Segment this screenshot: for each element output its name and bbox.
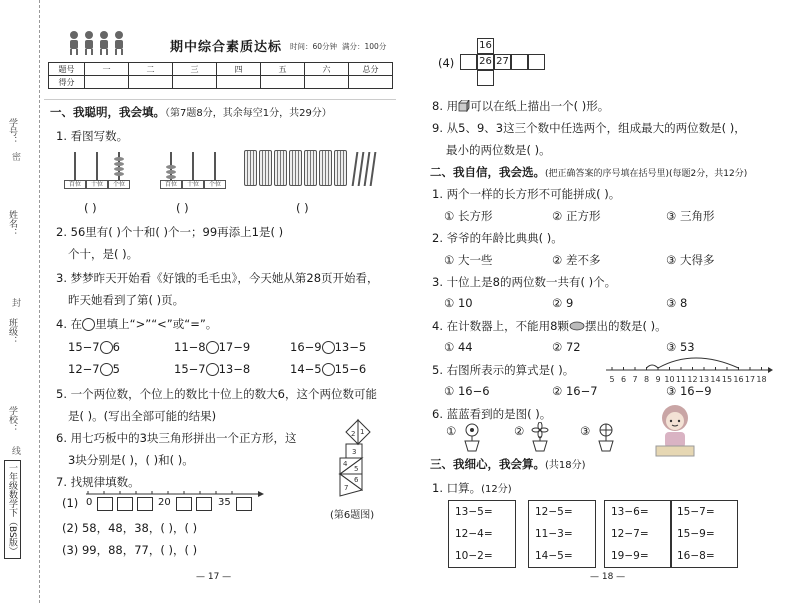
- question-1: 1. 看图写数。: [56, 129, 129, 143]
- question-8: [432, 98, 609, 114]
- choice-question-3: 3. 十位上是8的两位数一共有( )个。: [432, 275, 617, 289]
- choice-option[interactable]: ③ 三角形: [666, 209, 715, 223]
- score-table-header-row: [49, 63, 393, 76]
- girl-illustration: [652, 402, 698, 458]
- answer-box[interactable]: [176, 497, 192, 511]
- section-1-heading: [50, 104, 332, 120]
- question-2-line-2: 个十，是( )。: [68, 247, 139, 261]
- choice-option[interactable]: ③ 16−9: [666, 384, 712, 398]
- tangram-piece-number: 4: [343, 460, 348, 468]
- tick-label: 13: [698, 375, 710, 384]
- question-text: 1. 口算。: [432, 481, 482, 495]
- tick-label: 7: [632, 375, 638, 384]
- compare-circle[interactable]: [322, 341, 335, 354]
- compare-circle[interactable]: [100, 341, 113, 354]
- calc-item[interactable]: 19−9=: [611, 550, 649, 562]
- compare-item: 14−5 15−6: [290, 362, 367, 376]
- calc-item[interactable]: 11−3=: [535, 528, 573, 540]
- choice-question-5: 5. 右图所表示的算式是( )。: [432, 363, 575, 377]
- score-input-cell[interactable]: [85, 76, 129, 89]
- binding-seal-mark: 封: [12, 299, 22, 309]
- abacus-figure-1: [64, 150, 134, 190]
- question-text: 8. 用: [432, 99, 459, 113]
- tick-label: 6: [620, 375, 627, 384]
- question-3-line-1: 3. 梦梦昨天开始看《好饿的毛毛虫》，今天她从第28页开始看，: [56, 271, 379, 285]
- score-table-score-row: [49, 76, 393, 89]
- choice-question-4: [432, 318, 667, 334]
- bead-icon: [569, 321, 585, 331]
- choice-option[interactable]: ① 44: [444, 340, 473, 354]
- school-label: 学校：: [7, 406, 17, 433]
- table-cell: 一: [85, 63, 129, 76]
- question-2-line-1: 2. 56里有( )个十和( )个一；99再添上1是( ): [56, 225, 284, 239]
- question-5-line-2: 是( )。(写出全部可能的结果): [68, 409, 217, 423]
- calc-box: [448, 500, 516, 568]
- answer-box[interactable]: [137, 497, 153, 511]
- binding-gutter: [0, 0, 40, 603]
- right-page: [404, 0, 800, 603]
- answer-box[interactable]: [236, 497, 252, 511]
- tangram-figure: [332, 418, 378, 500]
- question-text: 可以在纸上描出一个( )形。: [470, 99, 610, 113]
- calc-item[interactable]: 14−5=: [535, 550, 573, 562]
- book-label: 一年级数学下（BS版）: [4, 460, 21, 559]
- choice-option[interactable]: ① 长方形: [444, 209, 493, 223]
- question-7: 7. 找规律填数。: [56, 475, 140, 489]
- sub-question-3: (3) 99，88，77，( )，( ): [62, 543, 198, 557]
- calc-item[interactable]: 13−6=: [611, 506, 649, 518]
- flower-pot-icon: [594, 422, 618, 452]
- table-cell: 五: [261, 63, 305, 76]
- tick-label: 5: [609, 375, 615, 384]
- grid-cell: 16: [477, 38, 494, 54]
- choice-option[interactable]: ① 16−6: [444, 384, 490, 398]
- time-label: 时间：60分钟: [290, 42, 338, 51]
- question-6-line-1: 6. 用七巧板中的3块三角形拼出一个正方形，这: [56, 431, 297, 445]
- sub-question-2: (2) 58，48，38，( )，( ): [62, 521, 198, 535]
- choice-option[interactable]: ②: [514, 424, 525, 438]
- score-table: [48, 62, 393, 89]
- choice-option[interactable]: ② 9: [552, 296, 574, 310]
- tangram-piece-number: 6: [354, 476, 359, 484]
- choice-option[interactable]: ③ 8: [666, 296, 688, 310]
- section-2-heading: [430, 164, 747, 180]
- abacus-label: 百位: [64, 180, 86, 189]
- circle-icon: [82, 318, 95, 331]
- tick-label: 12: [687, 375, 698, 384]
- table-cell: 六: [305, 63, 349, 76]
- question-9-line-2: 最小的两位数是( )。: [446, 143, 551, 157]
- answer-cell[interactable]: [477, 70, 494, 86]
- score-input-cell[interactable]: [129, 76, 173, 89]
- score-total-label: 满分：100分: [342, 42, 387, 51]
- choice-question-1: 1. 两个一样的长方形不可能拼成( )。: [432, 187, 621, 201]
- sub-question-label: (4): [438, 56, 455, 70]
- score-input-cell[interactable]: [349, 76, 393, 89]
- tick-label: 16: [733, 375, 744, 384]
- calc-box: [528, 500, 596, 568]
- abacus-label: 十位: [86, 180, 108, 189]
- calc-box: [670, 500, 738, 568]
- student-id-label: 学号：: [7, 118, 17, 145]
- name-label: 姓名：: [7, 210, 17, 237]
- compare-item: 11−8 17−9: [174, 340, 251, 354]
- tick-label: 10: [664, 375, 675, 384]
- tangram-piece-number: 7: [344, 484, 349, 492]
- abacus-label: 百位: [160, 180, 182, 189]
- question-3-line-2: 昨天她看到了第( )页。: [68, 293, 185, 307]
- number-line-label: 0: [86, 497, 93, 508]
- number-line-label: 35: [218, 497, 231, 508]
- compare-item: 16−9 13−5: [290, 340, 367, 354]
- table-cell: 三: [173, 63, 217, 76]
- calc-item[interactable]: 12−5=: [535, 506, 573, 518]
- table-cell: 二: [129, 63, 173, 76]
- abacus-label: 个位: [108, 180, 130, 189]
- calc-item[interactable]: 16−8=: [677, 550, 715, 562]
- table-cell: 四: [217, 63, 261, 76]
- section-title: 二、我自信，我会选。: [430, 165, 545, 179]
- page-number: — 17 —: [196, 572, 232, 582]
- choice-option[interactable]: ① 大一些: [444, 253, 493, 267]
- tick-label: 14: [710, 375, 721, 384]
- compare-item: 15−7 6: [68, 340, 120, 354]
- class-label: 班级：: [7, 318, 17, 345]
- binding-seal-mark: 密: [12, 153, 22, 163]
- answer-cell[interactable]: [528, 54, 545, 70]
- grid-cell: 26: [477, 54, 494, 70]
- divider: [44, 99, 396, 100]
- answer-blank[interactable]: ( ): [176, 201, 189, 215]
- sub-question-label: (1): [62, 496, 79, 510]
- tangram-piece-number: 1: [360, 428, 365, 436]
- question-text: 4. 在: [56, 317, 83, 331]
- choice-option[interactable]: ② 16−7: [552, 384, 598, 398]
- calc-item[interactable]: 10−2=: [455, 550, 493, 562]
- compare-circle[interactable]: [322, 363, 335, 376]
- question-9-line-1: 9. 从5、9、3这三个数中任选两个，组成最大的两位数是( )，: [432, 121, 746, 135]
- answer-cell[interactable]: [511, 54, 528, 70]
- choice-option[interactable]: ③ 53: [666, 340, 695, 354]
- table-cell: 得分: [49, 76, 85, 89]
- score-input-cell[interactable]: [173, 76, 217, 89]
- tick-label: 15: [721, 375, 733, 384]
- tick-label: 17: [744, 375, 756, 384]
- flower-pot-icon: [528, 422, 552, 452]
- section-note: (共18分): [545, 460, 586, 471]
- calc-item[interactable]: 15−9=: [677, 528, 715, 540]
- question-text: 里填上“>”“<”或“=”。: [95, 317, 218, 331]
- tick-label: 9: [655, 375, 661, 384]
- answer-box[interactable]: [97, 497, 113, 511]
- calc-question-1: [432, 480, 512, 496]
- choice-option[interactable]: ①: [446, 424, 457, 438]
- choice-option[interactable]: ② 正方形: [552, 209, 601, 223]
- choice-question-6: 6. 蓝蓝看到的是图( )。: [432, 407, 552, 421]
- calc-item[interactable]: 13−5=: [455, 506, 493, 518]
- section-note: （第7题8分，其余每空1分，共29分）: [165, 108, 332, 119]
- answer-blank[interactable]: ( ): [296, 201, 309, 215]
- compare-circle[interactable]: [100, 363, 113, 376]
- grid-cell: 27: [494, 54, 511, 70]
- compare-item: 15−7 13−8: [174, 362, 251, 376]
- score-input-cell[interactable]: [305, 76, 349, 89]
- choice-option[interactable]: ① 10: [444, 296, 473, 310]
- choice-option[interactable]: ② 差不多: [552, 253, 601, 267]
- score-input-cell[interactable]: [261, 76, 305, 89]
- question-note: (12分): [481, 484, 512, 495]
- tangram-piece-number: 5: [354, 465, 359, 473]
- tangram-piece-number: 3: [352, 448, 357, 456]
- children-illustration: [66, 30, 126, 56]
- choice-question-2: 2. 爷爷的年龄比典典( )。: [432, 231, 563, 245]
- flower-pot-icon: [460, 422, 484, 452]
- choice-option[interactable]: ③ 大得多: [666, 253, 715, 267]
- number-line-figure: [604, 352, 774, 384]
- number-line-label: 20: [158, 497, 171, 508]
- choice-option[interactable]: ③: [580, 424, 591, 438]
- question-text: 摆出的数是( )。: [584, 319, 667, 333]
- table-cell: 总分: [349, 63, 393, 76]
- compare-circle[interactable]: [206, 363, 219, 376]
- answer-cell[interactable]: [460, 54, 477, 70]
- question-text: 4. 在计数器上，不能用8颗: [432, 319, 569, 333]
- stick-bundles-figure: [244, 150, 384, 190]
- page-title: 期中综合素质达标: [170, 40, 283, 55]
- answer-box[interactable]: [117, 497, 133, 511]
- answer-blank[interactable]: ( ): [84, 201, 97, 215]
- compare-item: 12−7 5: [68, 362, 120, 376]
- binding-line-mark: 线: [12, 447, 22, 457]
- tangram-piece-number: 2: [351, 430, 356, 438]
- section-title: 三、我细心，我会算。: [430, 457, 545, 471]
- tick-label: 8: [643, 375, 650, 384]
- answer-box[interactable]: [196, 497, 212, 511]
- table-cell: 题号: [49, 63, 85, 76]
- tick-label: 11: [675, 375, 687, 384]
- question-5-line-1: 5. 一个两位数，个位上的数比十位上的数大6，这个两位数可能: [56, 387, 377, 401]
- figure-caption: (第6题图): [330, 510, 375, 521]
- calc-item[interactable]: 15−7=: [677, 506, 715, 518]
- abacus-figure-2: [160, 150, 230, 190]
- choice-option[interactable]: ② 72: [552, 340, 581, 354]
- question-6-line-2: 3块分别是( )，( )和( )。: [68, 453, 194, 467]
- question-4: [56, 316, 217, 332]
- cuboid-icon: [458, 100, 470, 112]
- score-input-cell[interactable]: [217, 76, 261, 89]
- abacus-label: 十位: [182, 180, 204, 189]
- calc-item[interactable]: 12−4=: [455, 528, 493, 540]
- page-number: — 18 —: [590, 572, 626, 582]
- abacus-label: 个位: [204, 180, 226, 189]
- section-note: (把正确答案的序号填在括号里)(每题2分，共12分): [545, 169, 748, 179]
- calc-box: [604, 500, 672, 568]
- section-title: 一、我聪明，我会填。: [50, 105, 165, 119]
- tick-label: 18: [756, 375, 767, 384]
- section-3-heading: [430, 456, 586, 472]
- calc-item[interactable]: 12−7=: [611, 528, 649, 540]
- compare-circle[interactable]: [206, 341, 219, 354]
